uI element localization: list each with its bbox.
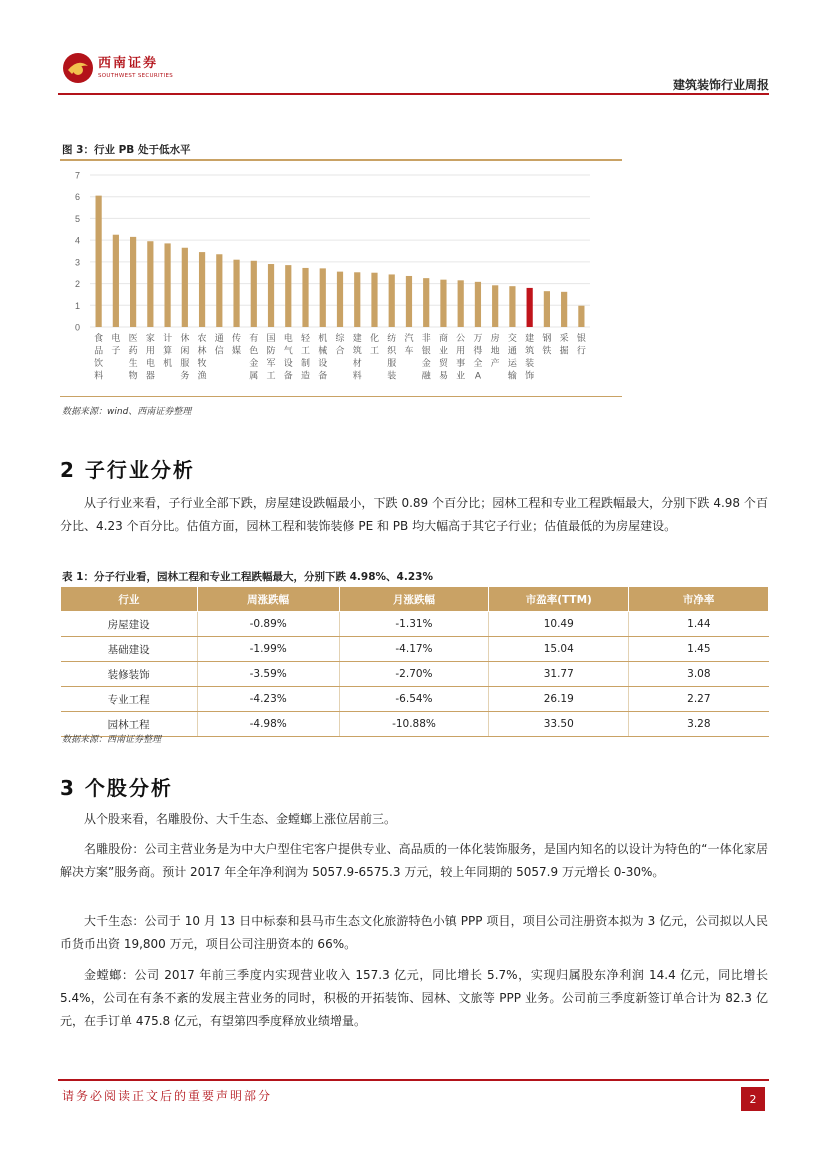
table-cell: -0.89% [197, 612, 339, 637]
x-tick-label: 万得全 A [473, 334, 483, 382]
table-header-row [61, 587, 769, 612]
table-cell: 2.27 [629, 687, 769, 712]
y-tick-label: 5 [74, 213, 80, 224]
bar [458, 280, 464, 327]
bar [440, 280, 446, 327]
table-row [61, 662, 769, 687]
figure-top-rule [60, 159, 622, 161]
bar [423, 278, 429, 327]
section2-heading: 2 子行业分析 [60, 458, 195, 482]
bar [130, 237, 136, 327]
table-cell: 3.28 [629, 712, 769, 737]
stock-mingdiao-paragraph: 名雕股份：公司主营业务是为中大户型住宅客户提供专业、高品质的一体化装饰服务，是国内知名的以设计为特色的“一体化家居解决方案”服务商。预计 2017 年全年净利润为 5057.9-6575.3 万元，较上年同期的 5057.9 万元增长 0-30%。 [60, 842, 768, 879]
x-tick-label: 交通运输 [507, 334, 517, 382]
x-tick-label: 公用事业 [456, 334, 466, 382]
stock-daqian-paragraph: 大千生态：公司于 10 月 13 日中标泰和县马市生态文化旅游特色小镇 PPP 项目，项目公司注册资本拟为 3 亿元，公司拟以人民币货币出资 19,800 万元，项目公司注册资本的 66%。 [60, 914, 768, 951]
section3-heading: 3 个股分析 [60, 776, 173, 800]
x-tick-label: 有色金属 [249, 334, 259, 382]
x-tick-label: 国防军工 [266, 334, 276, 382]
bar [578, 306, 584, 327]
footer-rule [58, 1079, 769, 1081]
table-row [61, 612, 769, 637]
figure-title: 图 3：行业 PB 处于低水平 [62, 144, 191, 156]
x-tick-label: 建筑材料 [352, 334, 362, 382]
table-header: 行业 [61, 587, 198, 612]
subindustry-table [60, 586, 769, 737]
bar [389, 274, 395, 327]
bar [199, 252, 205, 327]
bar [147, 241, 153, 327]
x-tick-label: 计算机 [163, 334, 173, 369]
table-cell: -6.54% [339, 687, 489, 712]
table-cell: -2.70% [339, 662, 489, 687]
table-cell: 装修装饰 [61, 662, 198, 687]
section2-paragraph: 从子行业来看，子行业全部下跌，房屋建设跌幅最小，下跌 0.89 个百分比；园林工程和专业工程跌幅最大，分别下跌 4.98 个百分比、4.23 个百分比。估值方面，园林工程和装饰装修 PE 和 PB 均大幅高于其它子行业；估值最低的为房屋建设。 [60, 496, 768, 533]
table-row [61, 637, 769, 662]
x-tick-label: 电气设备 [283, 334, 293, 382]
table-source: 数据来源：西南证券整理 [62, 735, 162, 745]
y-tick-label: 6 [74, 192, 80, 203]
y-tick-label: 3 [74, 257, 80, 268]
footer-disclaimer-note: 请务必阅读正文后的重要声明部分 [62, 1089, 273, 1103]
x-tick-label: 通信 [214, 334, 224, 357]
x-tick-label: 房地产 [490, 334, 500, 369]
x-tick-label: 化工 [369, 334, 379, 357]
y-tick-label: 7 [74, 170, 80, 181]
stock-jintanglang-paragraph: 金螳螂：公司 2017 年前三季度内实现营业收入 157.3 亿元，同比增长 5.7%，实现归属股东净利润 14.4 亿元，同比增长 5.4%，公司在有条不紊的发展主营业务的同时，积极的开拓装饰、园林、文旅等 PPP 业务。公司前三季度新签订单合计为 82.3 亿元，在手订单 475.8 亿元，有望第四季度释放业绩增量。 [60, 968, 768, 1028]
bar [285, 265, 291, 327]
figure-bottom-rule [60, 396, 622, 397]
x-tick-label: 休闲服务 [180, 334, 190, 382]
y-tick-label: 4 [74, 235, 80, 246]
bar [320, 268, 326, 327]
table-row [61, 712, 769, 737]
table-cell: -1.31% [339, 612, 489, 637]
header-rule [58, 93, 769, 95]
figure-source: 数据来源：wind、西南证券整理 [62, 407, 192, 417]
x-tick-label: 农林牧渔 [197, 334, 207, 382]
page-number: 2 [741, 1087, 765, 1111]
table-cell: 31.77 [489, 662, 629, 687]
logo-cn-text: 西南证券 [98, 56, 159, 71]
report-title: 建筑装饰行业周报 [672, 78, 769, 92]
logo-en-text: SOUTHWEST SECURITIES [98, 73, 174, 79]
x-tick-label: 家用电器 [145, 334, 155, 382]
table-cell: 基础建设 [61, 637, 198, 662]
bar [233, 260, 239, 327]
bar [302, 268, 308, 327]
x-tick-label: 钢铁 [542, 334, 552, 357]
table-cell: -3.59% [197, 662, 339, 687]
x-tick-label: 非银金融 [421, 334, 431, 382]
bar [354, 272, 360, 327]
table-cell: -4.98% [197, 712, 339, 737]
table-cell: -1.99% [197, 637, 339, 662]
table-cell: -10.88% [339, 712, 489, 737]
bar [561, 292, 567, 327]
table-cell: 15.04 [489, 637, 629, 662]
table-cell: 3.08 [629, 662, 769, 687]
bar [96, 196, 102, 327]
y-tick-label: 0 [74, 322, 80, 333]
table-title: 表 1：分子行业看，园林工程和专业工程跌幅最大，分别下跌 4.98%、4.23% [62, 571, 433, 583]
x-tick-label: 银行 [576, 334, 586, 357]
table-cell: 园林工程 [61, 712, 198, 737]
bar [544, 291, 550, 327]
table-header: 周涨跌幅 [197, 587, 339, 612]
section3-intro: 从个股来看，名雕股份、大千生态、金螳螂上涨位居前三。 [84, 812, 397, 826]
bar [164, 243, 170, 327]
x-tick-label: 汽车 [404, 334, 414, 357]
bar [216, 254, 222, 327]
table-header: 市净率 [629, 587, 769, 612]
table-header: 月涨跌幅 [339, 587, 489, 612]
table-cell: 33.50 [489, 712, 629, 737]
bar [475, 282, 481, 327]
bar [406, 276, 412, 327]
bar [527, 288, 533, 327]
x-tick-label: 纺织服装 [387, 334, 397, 382]
x-tick-label: 轻工制造 [301, 334, 311, 382]
table-cell: 房屋建设 [61, 612, 198, 637]
x-tick-label: 食品饮料 [94, 334, 104, 382]
table-header: 市盈率(TTM) [489, 587, 629, 612]
table-row [61, 687, 769, 712]
x-tick-label: 机械设备 [318, 334, 328, 382]
bar [268, 264, 274, 327]
x-tick-label: 医药生物 [128, 334, 138, 382]
bar [509, 286, 515, 327]
bar [251, 261, 257, 327]
logo-emblem-icon [62, 52, 94, 84]
table-cell: 1.45 [629, 637, 769, 662]
bar [182, 248, 188, 327]
table-cell: 专业工程 [61, 687, 198, 712]
x-tick-label: 电子 [111, 334, 121, 357]
table-cell: 26.19 [489, 687, 629, 712]
table-cell: 10.49 [489, 612, 629, 637]
bar [337, 272, 343, 327]
x-tick-label: 商业贸易 [438, 334, 448, 382]
pb-bar-chart [60, 163, 622, 393]
table-cell: 1.44 [629, 612, 769, 637]
x-tick-label: 传媒 [232, 334, 242, 357]
x-tick-label: 建筑装饰 [525, 334, 535, 382]
table-cell: -4.17% [339, 637, 489, 662]
table-cell: -4.23% [197, 687, 339, 712]
bar [113, 235, 119, 327]
company-logo [62, 50, 173, 86]
bar [371, 273, 377, 327]
y-tick-label: 2 [74, 279, 80, 290]
x-tick-label: 综合 [335, 334, 345, 357]
bar [492, 285, 498, 327]
x-tick-label: 采掘 [559, 334, 569, 357]
y-tick-label: 1 [74, 300, 80, 311]
